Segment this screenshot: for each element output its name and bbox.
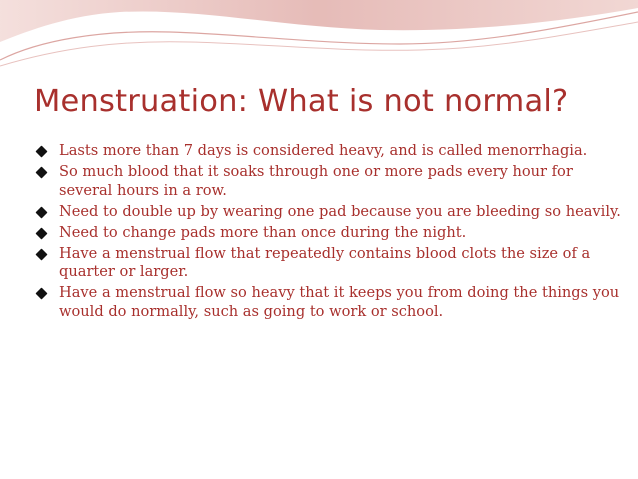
slide-title: Menstruation: What is not normal? [34,84,569,119]
header-wave-decoration [0,0,638,75]
diamond-bullet-icon [36,146,47,157]
bullet-text: Have a menstrual flow that repeatedly contains blood clots the size of a quarter or larger. [59,244,591,280]
bullet-item [34,142,624,161]
bullet-text: Have a menstrual flow so heavy that it keeps you from doing the things you would do normally, such as going to work or school. [59,284,620,320]
bullet-item [34,224,624,243]
bullet-item [34,163,624,200]
diamond-bullet-icon [36,167,47,178]
bullet-item [34,284,624,321]
diamond-bullet-icon [36,207,47,218]
diamond-bullet-icon [36,228,47,239]
bullet-item [34,203,624,222]
diamond-bullet-icon [36,288,47,299]
bullet-item [34,245,624,282]
bullet-text: So much blood that it soaks through one or more pads every hour for several hours in a row. [59,163,573,199]
diamond-bullet-icon [36,249,47,260]
bullet-list [34,142,624,324]
bullet-text: Need to double up by wearing one pad because you are bleeding so heavily. [59,202,621,220]
bullet-text: Lasts more than 7 days is considered heavy, and is called menorrhagia. [59,142,588,159]
bullet-text: Need to change pads more than once during the night. [59,223,467,241]
